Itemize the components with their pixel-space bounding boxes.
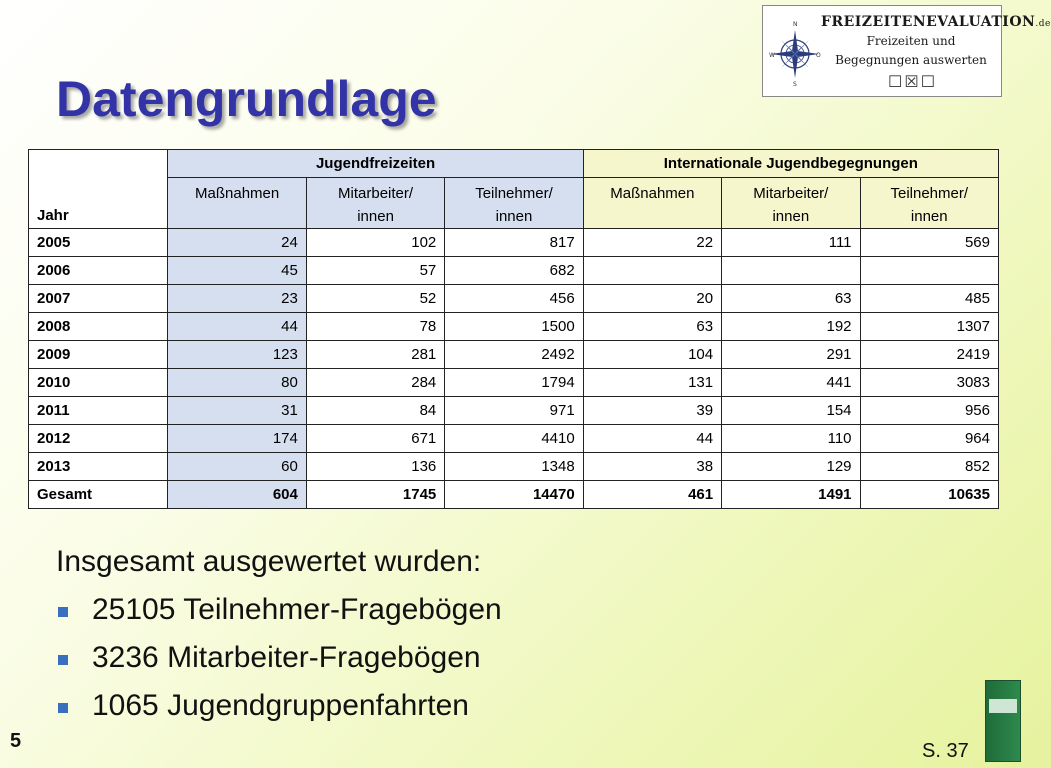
table-cell: 63 xyxy=(583,313,721,341)
table-cell xyxy=(722,257,860,285)
table-cell xyxy=(583,257,721,285)
year-cell: 2010 xyxy=(29,369,168,397)
table-cell: 964 xyxy=(860,425,998,453)
table-cell: 154 xyxy=(722,397,860,425)
table-cell xyxy=(860,257,998,285)
group-header-jugendbegegnungen: Internationale Jugendbegegnungen xyxy=(583,150,998,178)
total-cell: 1491 xyxy=(722,481,860,509)
page-reference: S. 37 xyxy=(922,740,969,762)
year-cell: 2006 xyxy=(29,257,168,285)
table-cell: 39 xyxy=(583,397,721,425)
table-cell: 110 xyxy=(722,425,860,453)
bullet-square-icon xyxy=(58,655,68,665)
table-cell: 129 xyxy=(722,453,860,481)
table-cell: 45 xyxy=(168,257,306,285)
year-header: Jahr xyxy=(29,150,168,229)
list-item: 3236 Mitarbeiter-Fragebögen xyxy=(56,641,502,689)
table-row xyxy=(29,425,999,453)
svg-text:N: N xyxy=(793,21,798,28)
table-cell: 817 xyxy=(445,229,583,257)
subheader-massnahmen-int: Maßnahmen xyxy=(583,178,721,229)
table-cell: 22 xyxy=(583,229,721,257)
bullet-square-icon xyxy=(58,607,68,617)
table-cell: 174 xyxy=(168,425,306,453)
table-cell: 131 xyxy=(583,369,721,397)
table-cell: 24 xyxy=(168,229,306,257)
table-row xyxy=(29,229,999,257)
table-cell: 111 xyxy=(722,229,860,257)
table-cell: 84 xyxy=(306,397,444,425)
table-cell: 123 xyxy=(168,341,306,369)
year-cell: 2009 xyxy=(29,341,168,369)
year-cell: 2013 xyxy=(29,453,168,481)
table-cell: 57 xyxy=(306,257,444,285)
group-header-jugendfreizeiten: Jugendfreizeiten xyxy=(168,150,583,178)
table-cell: 971 xyxy=(445,397,583,425)
table-cell: 31 xyxy=(168,397,306,425)
table-cell: 441 xyxy=(722,369,860,397)
list-item: 1065 Jugendgruppenfahrten xyxy=(56,689,502,737)
table-cell: 284 xyxy=(306,369,444,397)
list-item: 25105 Teilnehmer-Fragebögen xyxy=(56,593,502,641)
table-cell: 2492 xyxy=(445,341,583,369)
table-cell: 80 xyxy=(168,369,306,397)
compass-rose-icon xyxy=(769,16,821,88)
table-cell: 569 xyxy=(860,229,998,257)
table-row xyxy=(29,285,999,313)
table-cell: 52 xyxy=(306,285,444,313)
slide-number: 5 xyxy=(10,730,22,752)
table-row xyxy=(29,369,999,397)
table-row xyxy=(29,257,999,285)
svg-text:O: O xyxy=(816,52,821,59)
table-cell: 38 xyxy=(583,453,721,481)
subheader-teilnehmer: Teilnehmer/ innen xyxy=(445,178,583,229)
table-cell: 60 xyxy=(168,453,306,481)
subheader-teilnehmer-int: Teilnehmer/ innen xyxy=(860,178,998,229)
table-cell: 1307 xyxy=(860,313,998,341)
table-cell: 136 xyxy=(306,453,444,481)
year-cell: 2011 xyxy=(29,397,168,425)
book-cover-icon xyxy=(985,680,1021,762)
table-cell: 281 xyxy=(306,341,444,369)
total-cell: 14470 xyxy=(445,481,583,509)
table-row xyxy=(29,341,999,369)
table-cell: 4410 xyxy=(445,425,583,453)
logo-brand: FREIZEITENEVALUATION.de xyxy=(821,14,1051,30)
total-row xyxy=(29,481,999,509)
table-cell: 20 xyxy=(583,285,721,313)
year-cell: 2008 xyxy=(29,313,168,341)
table-cell: 3083 xyxy=(860,369,998,397)
subheader-mitarbeiter-int: Mitarbeiter/ innen xyxy=(722,178,860,229)
table-cell: 78 xyxy=(306,313,444,341)
total-cell: 461 xyxy=(583,481,721,509)
checkbox-marks-icon: ☐☒☐ xyxy=(888,74,938,91)
table-row xyxy=(29,313,999,341)
total-cell: 1745 xyxy=(306,481,444,509)
subheader-massnahmen: Maßnahmen xyxy=(168,178,306,229)
logo-tagline-1: Freizeiten und xyxy=(866,34,956,48)
table-cell: 192 xyxy=(722,313,860,341)
table-cell: 1500 xyxy=(445,313,583,341)
table-cell: 104 xyxy=(583,341,721,369)
total-cell: 10635 xyxy=(860,481,998,509)
svg-text:W: W xyxy=(769,52,775,59)
subheader-mitarbeiter: Mitarbeiter/ innen xyxy=(306,178,444,229)
table-cell: 44 xyxy=(583,425,721,453)
table-cell: 44 xyxy=(168,313,306,341)
table-cell: 456 xyxy=(445,285,583,313)
table-cell: 102 xyxy=(306,229,444,257)
total-label: Gesamt xyxy=(29,481,168,509)
summary-list xyxy=(56,593,502,737)
year-cell: 2012 xyxy=(29,425,168,453)
table-cell: 956 xyxy=(860,397,998,425)
total-cell: 604 xyxy=(168,481,306,509)
table-cell: 63 xyxy=(722,285,860,313)
table-cell: 2419 xyxy=(860,341,998,369)
table-cell: 671 xyxy=(306,425,444,453)
freizeitenevaluation-logo xyxy=(762,5,1051,97)
bullet-square-icon xyxy=(58,703,68,713)
table-cell: 1794 xyxy=(445,369,583,397)
table-cell: 291 xyxy=(722,341,860,369)
svg-text:S: S xyxy=(793,81,797,88)
data-table xyxy=(28,149,999,509)
table-cell: 1348 xyxy=(445,453,583,481)
table-cell: 23 xyxy=(168,285,306,313)
summary-intro: Insgesamt ausgewertet wurden: xyxy=(56,545,482,578)
year-cell: 2007 xyxy=(29,285,168,313)
logo-tagline-2: Begegnungen auswerten xyxy=(835,53,987,67)
table-row xyxy=(29,453,999,481)
table-cell: 485 xyxy=(860,285,998,313)
table-cell: 682 xyxy=(445,257,583,285)
table-cell: 852 xyxy=(860,453,998,481)
table-row xyxy=(29,397,999,425)
year-cell: 2005 xyxy=(29,229,168,257)
slide-title: Datengrundlage xyxy=(56,71,437,127)
